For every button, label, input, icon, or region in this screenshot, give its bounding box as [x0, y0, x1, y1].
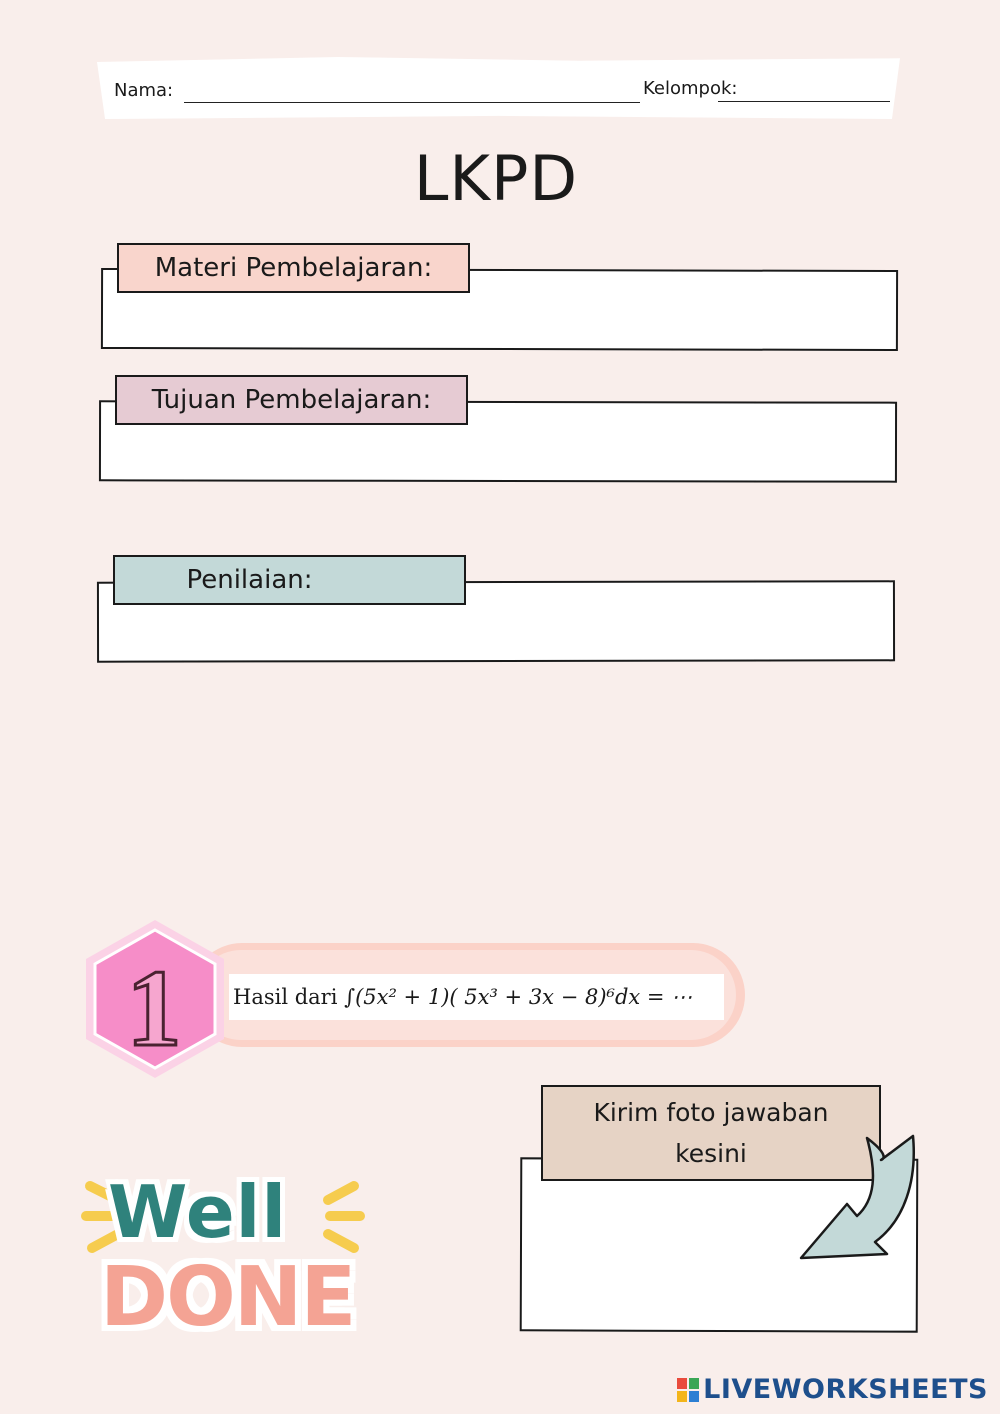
group-label: Kelompok: [643, 78, 738, 99]
materi-label: Materi Pembelajaran: [154, 253, 433, 283]
footer-logo [677, 1374, 988, 1405]
sticker-done: DONE [100, 1250, 355, 1345]
kirim-line1: Kirim foto jawaban [593, 1098, 829, 1127]
question-number: 1 [126, 947, 182, 1069]
name-field[interactable] [184, 102, 640, 103]
kirim-line2: kesini [675, 1139, 747, 1168]
penilaian-tab [113, 555, 466, 605]
group-field[interactable] [718, 101, 890, 102]
curved-arrow-icon [795, 1130, 920, 1265]
tujuan-tab [115, 375, 468, 425]
tujuan-label: Tujuan Pembelajaran: [151, 385, 432, 415]
footer-brand: LIVEWORKSHEETS [703, 1374, 988, 1405]
penilaian-label: Penilaian: [186, 565, 313, 595]
materi-tab [117, 243, 470, 293]
question-text [229, 974, 724, 1020]
liveworksheets-icon [677, 1378, 699, 1402]
question-prefix: Hasil dari [233, 985, 338, 1009]
sticker-well: Well [108, 1170, 288, 1254]
header-strip [97, 57, 900, 119]
page-title: LKPD [413, 142, 579, 215]
question-formula: ∫(5x² + 1)( 5x³ + 3x − 8)⁶dx = ⋯ [344, 985, 693, 1009]
name-label: Nama: [114, 80, 174, 101]
